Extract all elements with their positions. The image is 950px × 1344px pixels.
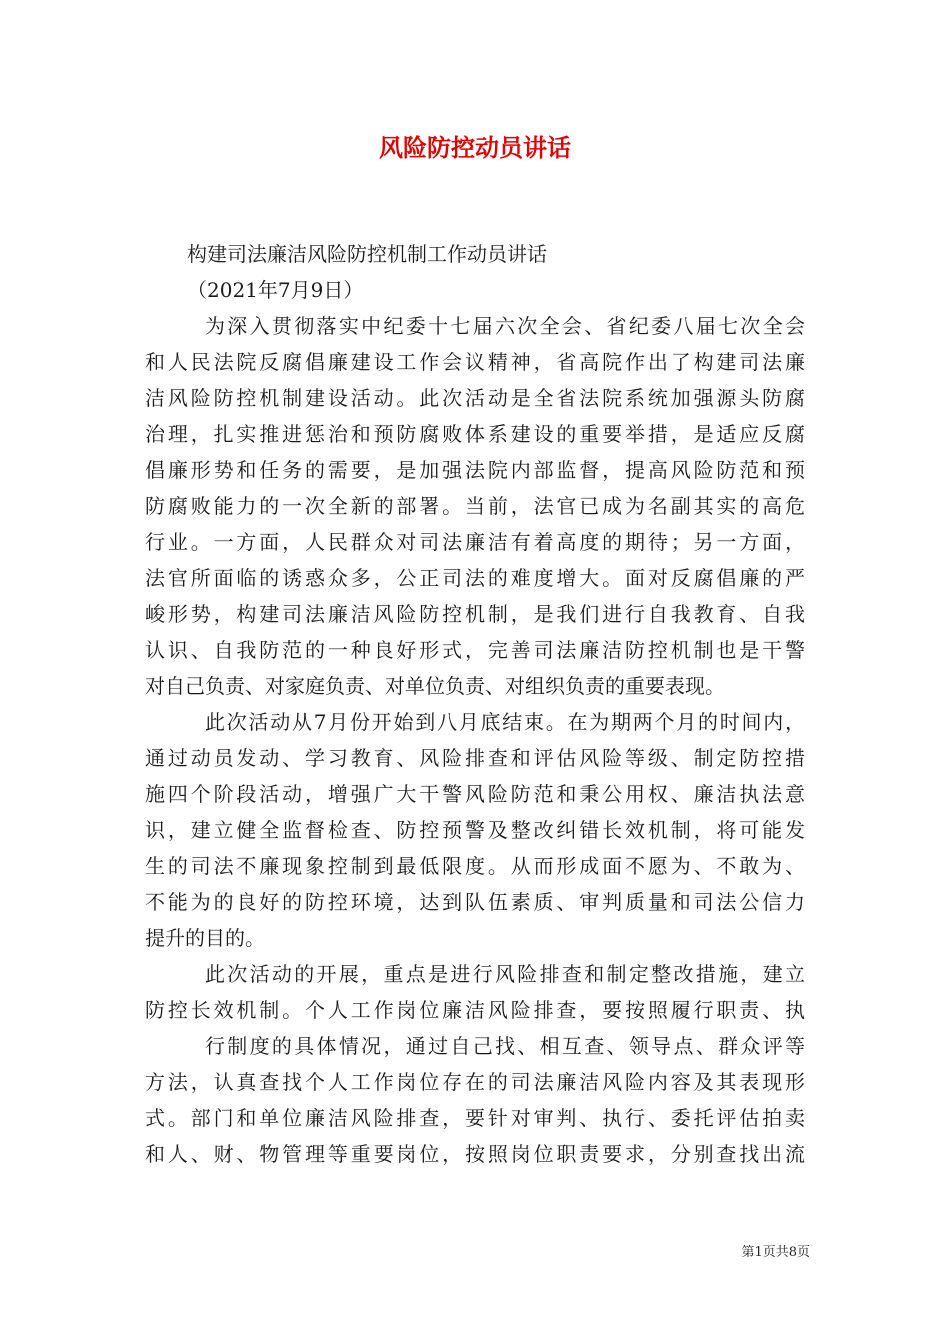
paragraph-line: 和人民法院反腐倡廉建设工作会议精神，省高院作出了构建司法廉 (145, 350, 805, 374)
paragraph-line: 行制度的具体情况，通过自己找、相互查、领导点、群众评等 (205, 1034, 805, 1058)
paragraph-line: 方法，认真查找个人工作岗位存在的司法廉洁风险内容及其表现形 (145, 1070, 805, 1094)
paragraph-line: 式。部门和单位廉洁风险排查，要针对审判、执行、委托评估拍卖 (145, 1106, 805, 1130)
paragraph-line: 此次活动从7月份开始到八月底结束。在为期两个月的时间内， (205, 710, 805, 734)
date-line: （2021年7月9日） (187, 278, 364, 302)
paragraph-line: 生的司法不廉现象控制到最低限度。从而形成面不愿为、不敢为、 (145, 854, 805, 878)
paragraph-line: 洁风险防控机制建设活动。此次活动是全省法院系统加强源头防腐 (145, 386, 805, 410)
paragraph-line: 此次活动的开展，重点是进行风险排查和制定整改措施，建立 (205, 962, 805, 986)
paragraph-line: 法官所面临的诱惑众多，公正司法的难度增大。面对反腐倡廉的严 (145, 566, 805, 590)
paragraph-line: 防腐败能力的一次全新的部署。当前，法官已成为名副其实的高危 (145, 494, 805, 518)
paragraph-line: 倡廉形势和任务的需要，是加强法院内部监督，提高风险防范和预 (145, 458, 805, 482)
paragraph-line: 认识、自我防范的一种良好形式，完善司法廉洁防控机制也是干警 (145, 638, 805, 662)
paragraph-line: 行业。一方面，人民群众对司法廉洁有着高度的期待；另一方面， (145, 530, 805, 554)
paragraph-line: 和人、财、物管理等重要岗位，按照岗位职责要求，分别查找出流 (145, 1142, 805, 1166)
paragraph-line: 对自己负责、对家庭负责、对单位负责、对组织负责的重要表现。 (145, 674, 725, 698)
paragraph-line: 防控长效机制。个人工作岗位廉洁风险排查，要按照履行职责、执 (145, 998, 805, 1022)
paragraph-line: 峻形势，构建司法廉洁风险防控机制，是我们进行自我教育、自我 (145, 602, 805, 626)
subtitle-line: 构建司法廉洁风险防控机制工作动员讲话 (187, 242, 547, 266)
paragraph-line: 施四个阶段活动，增强广大干警风险防范和秉公用权、廉洁执法意 (145, 782, 805, 806)
document-title: 风险防控动员讲话 (379, 133, 571, 162)
document-body (145, 236, 805, 1172)
paragraph-line: 治理，扎实推进惩治和预防腐败体系建设的重要举措，是适应反腐 (145, 422, 805, 446)
paragraph-line: 识，建立健全监督检查、防控预警及整改纠错长效机制，将可能发 (145, 818, 805, 842)
paragraph-line: 不能为的良好的防控环境，达到队伍素质、审判质量和司法公信力 (145, 890, 805, 914)
paragraph-line: 通过动员发动、学习教育、风险排查和评估风险等级、制定防控措 (145, 746, 805, 770)
page-number: 第1页共8页 (741, 1245, 810, 1260)
paragraph-line: 为深入贯彻落实中纪委十七届六次全会、省纪委八届七次全会 (205, 314, 805, 338)
paragraph-line: 提升的目的。 (145, 926, 265, 950)
